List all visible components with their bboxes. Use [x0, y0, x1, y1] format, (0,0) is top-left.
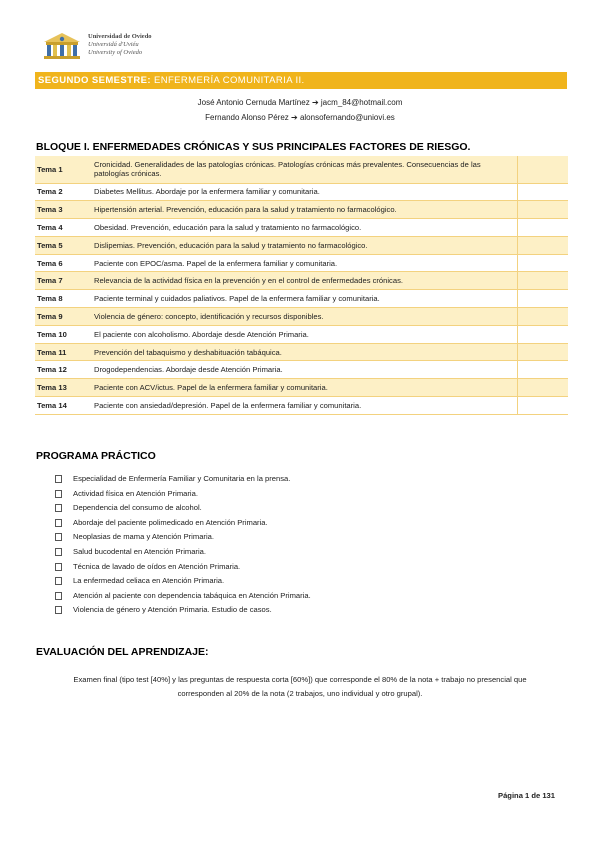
- author-line-2: [0, 113, 600, 122]
- banner-subject: ENFERMERÍA COMUNITARIA II.: [153, 75, 305, 86]
- programa-item: [55, 530, 311, 545]
- university-crest-logo: [40, 30, 84, 60]
- checkbox-bullet-icon: [55, 577, 62, 585]
- evaluacion-text: Examen final (tipo test [40%] y las preguntas de respuesta corta [60%]) que corresponde el 80% de la nota + trabajo no presencial que corresponden al 20% de la nota (2 trabajos, uno individual y otro grupal).: [73, 675, 527, 698]
- programa-list: [55, 472, 311, 618]
- author-line-1: [0, 98, 600, 107]
- programa-item-text: Neoplasias de mama y Atención Primaria.: [73, 532, 214, 542]
- programa-item: [55, 574, 311, 589]
- tema-row: [35, 325, 568, 343]
- tema-empty-cell: [518, 325, 569, 343]
- university-name: [88, 33, 152, 57]
- tema-row: [35, 201, 568, 219]
- tema-description: Dislipemias. Prevención, educación para la salud y tratamiento no farmacológico.: [94, 236, 518, 254]
- tema-number: Tema 10: [35, 325, 94, 343]
- programa-item-text: Actividad física en Atención Primaria.: [73, 488, 198, 498]
- tema-empty-cell: [518, 379, 569, 397]
- checkbox-bullet-icon: [55, 548, 62, 556]
- programa-item: [55, 501, 311, 516]
- checkbox-bullet-icon: [55, 606, 62, 614]
- tema-row: [35, 156, 568, 183]
- tema-description: El paciente con alcoholismo. Abordaje desde Atención Primaria.: [94, 325, 518, 343]
- tema-empty-cell: [518, 236, 569, 254]
- tema-description: Paciente con ACV/ictus. Papel de la enfermera familiar y comunitaria.: [94, 379, 518, 397]
- tema-row: [35, 272, 568, 290]
- university-name-en: University of Oviedo: [88, 49, 143, 56]
- tema-description: Relevancia de la actividad física en la prevención y en el control de enfermedades crónicas.: [94, 272, 518, 290]
- tema-row: [35, 308, 568, 326]
- tema-description: Obesidad. Prevención, educación para la salud y tratamiento no farmacológico.: [94, 219, 518, 237]
- tema-description: Paciente con EPOC/asma. Papel de la enfermera familiar y comunitaria.: [94, 254, 518, 272]
- programa-item: [55, 545, 311, 560]
- tema-number: Tema 1: [35, 156, 94, 183]
- author-email[interactable]: jacm_84@hotmail.com: [320, 98, 403, 107]
- programa-item: [55, 487, 311, 502]
- tema-row: [35, 290, 568, 308]
- tema-description: Paciente con ansiedad/depresión. Papel de la enfermera familiar y comunitaria.: [94, 397, 518, 415]
- programa-item: [55, 516, 311, 531]
- checkbox-bullet-icon: [55, 592, 62, 600]
- banner-semester: SEGUNDO SEMESTRE:: [38, 75, 151, 86]
- tema-row: [35, 254, 568, 272]
- university-name-es: Universidad de Oviedo: [88, 33, 152, 40]
- arrow-icon: ➔: [311, 98, 319, 107]
- arrow-icon: ➔: [291, 113, 298, 122]
- tema-empty-cell: [518, 201, 569, 219]
- tema-row: [35, 397, 568, 415]
- author-email[interactable]: alonsofernando@uniovi.es: [299, 113, 395, 122]
- checkbox-bullet-icon: [55, 533, 62, 541]
- author-name: Fernando Alonso Pérez: [205, 113, 289, 122]
- tema-empty-cell: [518, 290, 569, 308]
- bloque-title: BLOQUE I. ENFERMEDADES CRÓNICAS Y SUS PRINCIPALES FACTORES DE RIESGO.: [36, 141, 471, 153]
- checkbox-bullet-icon: [55, 563, 62, 571]
- tema-number: Tema 9: [35, 308, 94, 326]
- tema-row: [35, 379, 568, 397]
- tema-row: [35, 361, 568, 379]
- programa-item-text: Dependencia del consumo de alcohol.: [73, 503, 202, 513]
- tema-row: [35, 183, 568, 201]
- tema-number: Tema 14: [35, 397, 94, 415]
- tema-empty-cell: [518, 343, 569, 361]
- author-name: José Antonio Cernuda Martínez: [197, 98, 310, 107]
- tema-number: Tema 13: [35, 379, 94, 397]
- tema-number: Tema 4: [35, 219, 94, 237]
- evaluacion-title: EVALUACIÓN DEL APRENDIZAJE:: [36, 646, 209, 658]
- tema-empty-cell: [518, 308, 569, 326]
- tema-description: Paciente terminal y cuidados paliativos. Papel de la enfermera familiar y comunitaria.: [94, 290, 518, 308]
- tema-description: Diabetes Mellitus. Abordaje por la enfermera familiar y comunitaria.: [94, 183, 518, 201]
- tema-description: Prevención del tabaquismo y deshabituación tabáquica.: [94, 343, 518, 361]
- tema-number: Tema 11: [35, 343, 94, 361]
- tema-row: [35, 343, 568, 361]
- tema-number: Tema 7: [35, 272, 94, 290]
- tema-row: [35, 236, 568, 254]
- university-name-ast: Universidá d'Uviéu: [88, 41, 139, 48]
- tema-empty-cell: [518, 254, 569, 272]
- programa-item: [55, 560, 311, 575]
- checkbox-bullet-icon: [55, 519, 62, 527]
- programa-item: [55, 603, 311, 618]
- programa-item-text: Violencia de género y Atención Primaria. Estudio de casos.: [73, 605, 272, 615]
- programa-item-text: Técnica de lavado de oídos en Atención Primaria.: [73, 561, 241, 571]
- programa-item-text: Especialidad de Enfermería Familiar y Comunitaria en la prensa.: [73, 474, 291, 483]
- tema-number: Tema 12: [35, 361, 94, 379]
- tema-number: Tema 6: [35, 254, 94, 272]
- programa-item-text: Atención al paciente con dependencia tabáquica en Atención Primaria.: [73, 590, 311, 600]
- tema-row: [35, 219, 568, 237]
- programa-item: [55, 589, 311, 604]
- page-number: Página 1 de 131: [498, 791, 555, 800]
- programa-item: [55, 472, 311, 487]
- tema-number: Tema 8: [35, 290, 94, 308]
- tema-number: Tema 3: [35, 201, 94, 219]
- tema-empty-cell: [518, 156, 569, 183]
- tema-number: Tema 5: [35, 236, 94, 254]
- checkbox-bullet-icon: [55, 475, 62, 483]
- tema-description: Hipertensión arterial. Prevención, educación para la salud y tratamiento no farmacológico.: [94, 201, 518, 219]
- tema-number: Tema 2: [35, 183, 94, 201]
- tema-description: Drogodependencias. Abordaje desde Atención Primaria.: [94, 361, 518, 379]
- tema-description: Violencia de género: concepto, identificación y recursos disponibles.: [94, 308, 518, 326]
- checkbox-bullet-icon: [55, 490, 62, 498]
- programa-item-text: Abordaje del paciente polimedicado en Atención Primaria.: [73, 517, 268, 527]
- tema-description: Cronicidad. Generalidades de las patologías crónicas. Patologías crónicas más prevalentes. Consecuencias de las patologías crónicas.: [94, 156, 518, 183]
- temas-table: [35, 156, 568, 415]
- tema-empty-cell: [518, 397, 569, 415]
- programa-title: PROGRAMA PRÁCTICO: [36, 450, 156, 462]
- tema-empty-cell: [518, 272, 569, 290]
- tema-empty-cell: [518, 361, 569, 379]
- checkbox-bullet-icon: [55, 504, 62, 512]
- tema-empty-cell: [518, 219, 569, 237]
- programa-item-text: La enfermedad celiaca en Atención Primaria.: [73, 576, 225, 586]
- semester-banner: [35, 72, 567, 89]
- tema-empty-cell: [518, 183, 569, 201]
- programa-item-text: Salud bucodental en Atención Primaria.: [73, 546, 206, 556]
